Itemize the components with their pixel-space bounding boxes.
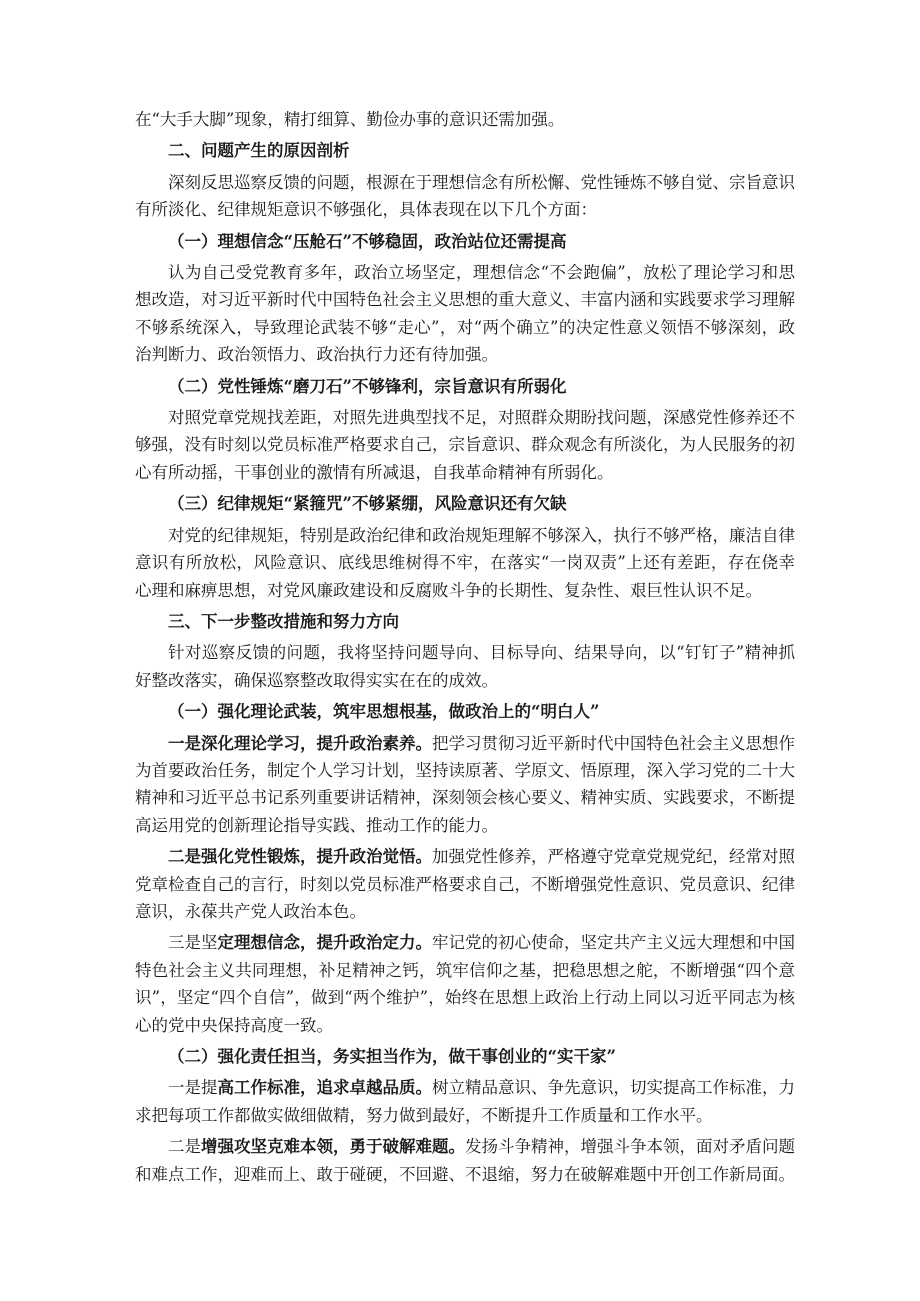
paragraph: 针对巡察反馈的问题，我将坚持问题导向、目标导向、结果导向，以“钉钉子”精神抓好整改落实，确保巡察整改取得实实在在的成效。 (135, 643, 795, 690)
paragraph-mixed (135, 843, 795, 925)
paragraph-mixed (135, 1133, 795, 1188)
subheading-theory: （一）强化理论武装，筑牢思想根基，做政治上的“明白人” (168, 702, 600, 722)
lead-phrase: 高工作标准，追求卓越品质。 (217, 1078, 432, 1098)
lead-phrase: 增强攻坚克难本领，勇于破解难题。 (201, 1137, 465, 1157)
paragraph-text: 牢记党的初心使命，坚定共产主义远大理想和中国特色社会主义共同理想，补足精神之钙，筑牢信仰之基，把稳思想之舵，不断增强“四个意识”，坚定“四个自信”，做到“两个维护”，始终在思想上政治上行动上同以习近平同志为核心的党中央保持高度一致。 (135, 933, 795, 1035)
lead-prefix: 一是提 (168, 1078, 218, 1098)
paragraph: 对照党章党规找差距，对照先进典型找不足，对照群众期盼找问题，深感党性修养还不够强，没有时刻以党员标准严格要求自己，宗旨意识、群众观念有所淡化，为人民服务的初心有所动摇，干事创业的激情有所减退，自我革命精神有所弱化。 (135, 408, 795, 482)
lead-prefix: 三是坚 (168, 933, 218, 953)
subheading-ideals: （一）理想信念“压舱石”不够稳固，政治站位还需提高 (168, 231, 567, 251)
lead-phrase: 一是深化理论学习，提升政治素养。 (168, 733, 432, 753)
document-page (135, 106, 795, 1192)
paragraph: 对党的纪律规矩，特别是政治纪律和政治规矩理解不够深入，执行不够严格，廉洁自律意识有所放松，风险意识、底线思维树得不牢，在落实“一岗双责”上还有差距，存在侥幸心理和麻痹思想，对党风廉政建设和反腐败斗争的长期性、复杂性、艰巨性认识不足。 (135, 525, 795, 600)
subheading-party-spirit: （二）党性锤炼“磨刀石”不够锋利，宗旨意识有所弱化 (168, 376, 567, 396)
lead-phrase: 定理想信念，提升政治定力。 (217, 933, 432, 953)
paragraph-continuation: 在“大手大脚”现象，精打细算、勤俭办事的意识还需加强。 (135, 110, 565, 129)
lead-prefix: 二是 (168, 1137, 201, 1157)
paragraph-mixed (135, 730, 795, 840)
paragraph: 认为自己受党教育多年，政治立场坚定，理想信念“不会跑偏”，放松了理论学习和思想改造，对习近平新时代中国特色社会主义思想的重大意义、丰富内涵和实践要求学习理解不够系统深入，导致理论武装不够“走心”，对“两个确立”的决定性意义领悟不够深刻，政治判断力、政治领悟力、政治执行力还有待加强。 (135, 263, 795, 365)
paragraph-text: 把学习贯彻习近平新时代中国特色社会主义思想作为首要政治任务，制定个人学习计划，坚持读原著、学原文、悟原理，深入学习党的二十大精神和习近平总书记系列重要讲话精神，深刻领会核心要义、精神实质、实践要求，不断提高运用党的创新理论指导实践、推动工作的能力。 (135, 733, 795, 835)
paragraph-text: 发扬斗争精神，增强斗争本领，面对矛盾问题和难点工作，迎难而上、敢于碰硬，不回避、不退缩，努力在破解难题中开创工作新局面。 (135, 1137, 795, 1184)
paragraph-mixed (135, 1074, 795, 1129)
section-heading-measures: 三、下一步整改措施和努力方向 (168, 611, 399, 631)
subheading-discipline: （三）纪律规矩“紧箍咒”不够紧绷，风险意识还有欠缺 (168, 494, 567, 514)
paragraph-mixed (135, 929, 795, 1039)
paragraph-text: 加强党性修养，严格遵守党章党规党纪，经常对照党章检查自己的言行，时刻以党员标准严格要求自己，不断增强党性意识、党员意识、纪律意识，永葆共产党人政治本色。 (135, 847, 795, 921)
subheading-responsibility: （二）强化责任担当，务实担当作为，做干事创业的“实干家” (168, 1047, 616, 1066)
section-heading-causes: 二、问题产生的原因剖析 (168, 141, 350, 161)
paragraph-text: 树立精品意识、争先意识，切实提高工作标准，力求把每项工作都做实做细做精，努力做到最好，不断提升工作质量和工作水平。 (135, 1078, 795, 1125)
lead-phrase: 二是强化党性锻炼，提升政治觉悟。 (168, 847, 432, 867)
paragraph: 深刻反思巡察反馈的问题，根源在于理想信念有所松懈、党性锤炼不够自觉、宗旨意识有所淡化、纪律规矩意识不够强化，具体表现在以下几个方面： (135, 172, 795, 220)
